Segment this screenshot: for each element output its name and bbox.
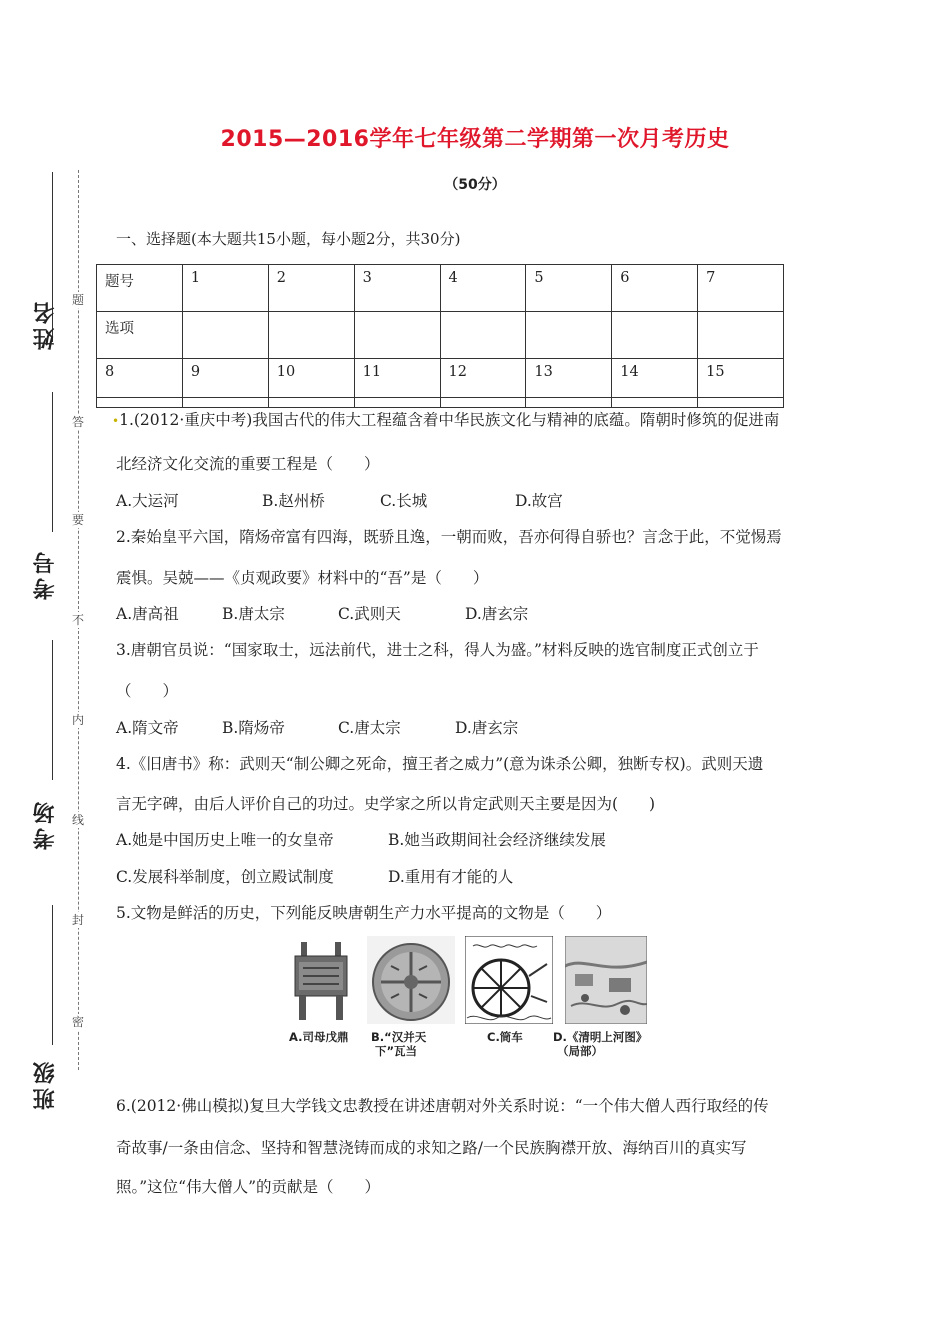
caption-c: C.筒车: [487, 1030, 523, 1044]
exam-room-underline: [52, 640, 53, 780]
q3-option-d: D.唐玄宗: [455, 719, 519, 737]
answer-cell[interactable]: [440, 312, 526, 359]
class-label: 班级: [33, 1058, 58, 1110]
question-2-line-1: 2.秦始皇平六国，隋炀帝富有四海，既骄且逸，一朝而败，吾亦何得自骄也？言念于此，不觉惕焉: [116, 528, 782, 546]
table-cell: 9: [182, 359, 268, 397]
question-3-line-1: 3.唐朝官员说：“国家取士，远法前代，进士之科，得人为盛。”材料反映的选官制度正式创立于: [116, 641, 759, 659]
exam-number-label: 考号: [33, 548, 58, 600]
question-2-line-2: 震惧。吴兢——《贞观政要》材料中的“吾”是（ ）: [116, 569, 489, 587]
table-cell: 4: [440, 265, 526, 312]
caption-d-line-1: D.《清明上河图》: [553, 1030, 648, 1044]
total-score: （50分）: [444, 177, 506, 193]
roof-tile-image: [367, 936, 455, 1024]
answer-cell[interactable]: [268, 397, 354, 407]
answer-cell[interactable]: [182, 397, 268, 407]
question-1-line-1: [112, 408, 779, 430]
class-underline: [52, 905, 53, 1045]
q4-option-b: B.她当政期间社会经济继续发展: [388, 831, 606, 849]
seal-char: 答: [71, 415, 84, 429]
table-row: [97, 265, 784, 312]
question-6-line-1: 6.(2012·佛山模拟)复旦大学钱文忠教授在讲述唐朝对外关系时说：“一个伟大僧人西行取经的传: [116, 1097, 769, 1115]
q2-option-d: D.唐玄宗: [465, 605, 529, 623]
table-cell: 15: [698, 359, 784, 397]
question-3-line-2: （ ）: [116, 682, 179, 700]
section-heading: 一、选择题(本大题共15小题，每小题2分，共30分): [116, 230, 461, 248]
seal-char: 线: [71, 813, 84, 827]
exam-number-underline: [52, 392, 53, 532]
seal-char: 内: [71, 713, 84, 727]
table-cell: 3: [354, 265, 440, 312]
table-cell: 1: [182, 265, 268, 312]
table-cell: 13: [526, 359, 612, 397]
q3-option-b: B.隋炀帝: [222, 719, 285, 737]
table-row: [97, 359, 784, 397]
answer-cell[interactable]: [182, 312, 268, 359]
q2-option-c: C.武则天: [338, 605, 401, 623]
answer-table: [96, 264, 784, 408]
table-cell: 选项: [97, 312, 183, 359]
bullet-dot-icon: •: [112, 414, 120, 428]
seal-char: 密: [71, 1015, 84, 1029]
question-6-line-3: 照。”这位“伟大僧人”的贡献是（ ）: [116, 1178, 381, 1196]
q2-option-a: A.唐高祖: [116, 605, 179, 623]
answer-cell[interactable]: [440, 397, 526, 407]
answer-cell[interactable]: [268, 312, 354, 359]
exam-room-label: 考场: [33, 798, 58, 850]
q3-option-a: A.隋文帝: [116, 719, 179, 737]
table-cell: 6: [612, 265, 698, 312]
question-1-line-2: 北经济文化交流的重要工程是（ ）: [116, 455, 380, 473]
answer-cell[interactable]: [698, 397, 784, 407]
table-cell: 8: [97, 359, 183, 397]
table-row: [97, 312, 784, 359]
waterwheel-image: [465, 936, 553, 1024]
question-text: 1.(2012·重庆中考)我国古代的伟大工程蕴含着中华民族文化与精神的底蕴。隋朝时修筑的促进南: [119, 411, 780, 429]
table-row: [97, 397, 784, 407]
q4-option-c: C.发展科举制度，创立殿试制度: [116, 868, 334, 886]
seal-char: 封: [71, 913, 84, 927]
table-cell: 12: [440, 359, 526, 397]
answer-cell[interactable]: [354, 312, 440, 359]
q1-option-c: C.长城: [380, 492, 428, 510]
table-cell: 题号: [97, 265, 183, 312]
q1-option-a: A.大运河: [116, 492, 179, 510]
question-4-line-1: 4.《旧唐书》称：武则天“制公卿之死命，擅王者之威力”(意为诛杀公卿，独断专权)。武则天遗: [116, 755, 764, 773]
caption-a: A.司母戊鼎: [289, 1030, 349, 1044]
q2-option-b: B.唐太宗: [222, 605, 285, 623]
q1-option-d: D.故宫: [515, 492, 563, 510]
seal-char: 要: [71, 513, 84, 527]
answer-cell[interactable]: [698, 312, 784, 359]
table-cell: 11: [354, 359, 440, 397]
painting-image: [565, 936, 647, 1024]
page-title: 2015—2016学年七年级第二学期第一次月考历史: [220, 127, 730, 152]
caption-b-line-1: B.“汉并天: [371, 1030, 427, 1044]
answer-cell[interactable]: [354, 397, 440, 407]
table-cell: 10: [268, 359, 354, 397]
caption-b-line-2: 下”瓦当: [375, 1044, 418, 1058]
answer-cell[interactable]: [526, 397, 612, 407]
q3-option-c: C.唐太宗: [338, 719, 401, 737]
artifact-figures: [287, 936, 667, 1056]
table-cell: 7: [698, 265, 784, 312]
question-5-line-1: 5.文物是鲜活的历史，下列能反映唐朝生产力水平提高的文物是（ ）: [116, 904, 612, 922]
answer-cell[interactable]: [612, 397, 698, 407]
question-4-line-2: 言无字碑，由后人评价自己的功过。史学家之所以肯定武则天主要是因为( ): [116, 795, 656, 813]
seal-char: 题: [71, 293, 84, 307]
answer-cell[interactable]: [97, 397, 183, 407]
answer-cell[interactable]: [612, 312, 698, 359]
bronze-ding-image: [287, 936, 355, 1024]
table-cell: 5: [526, 265, 612, 312]
table-cell: 2: [268, 265, 354, 312]
q4-option-a: A.她是中国历史上唯一的女皇帝: [116, 831, 334, 849]
answer-cell[interactable]: [526, 312, 612, 359]
name-label: 姓名: [33, 298, 58, 350]
table-cell: 14: [612, 359, 698, 397]
q1-option-b: B.赵州桥: [262, 492, 325, 510]
seal-char: 不: [71, 613, 84, 627]
q4-option-d: D.重用有才能的人: [388, 868, 514, 886]
caption-d-line-2: （局部）: [557, 1044, 603, 1058]
question-6-line-2: 奇故事/一条由信念、坚持和智慧浇铸而成的求知之路/一个民族胸襟开放、海纳百川的真实写: [116, 1139, 747, 1157]
